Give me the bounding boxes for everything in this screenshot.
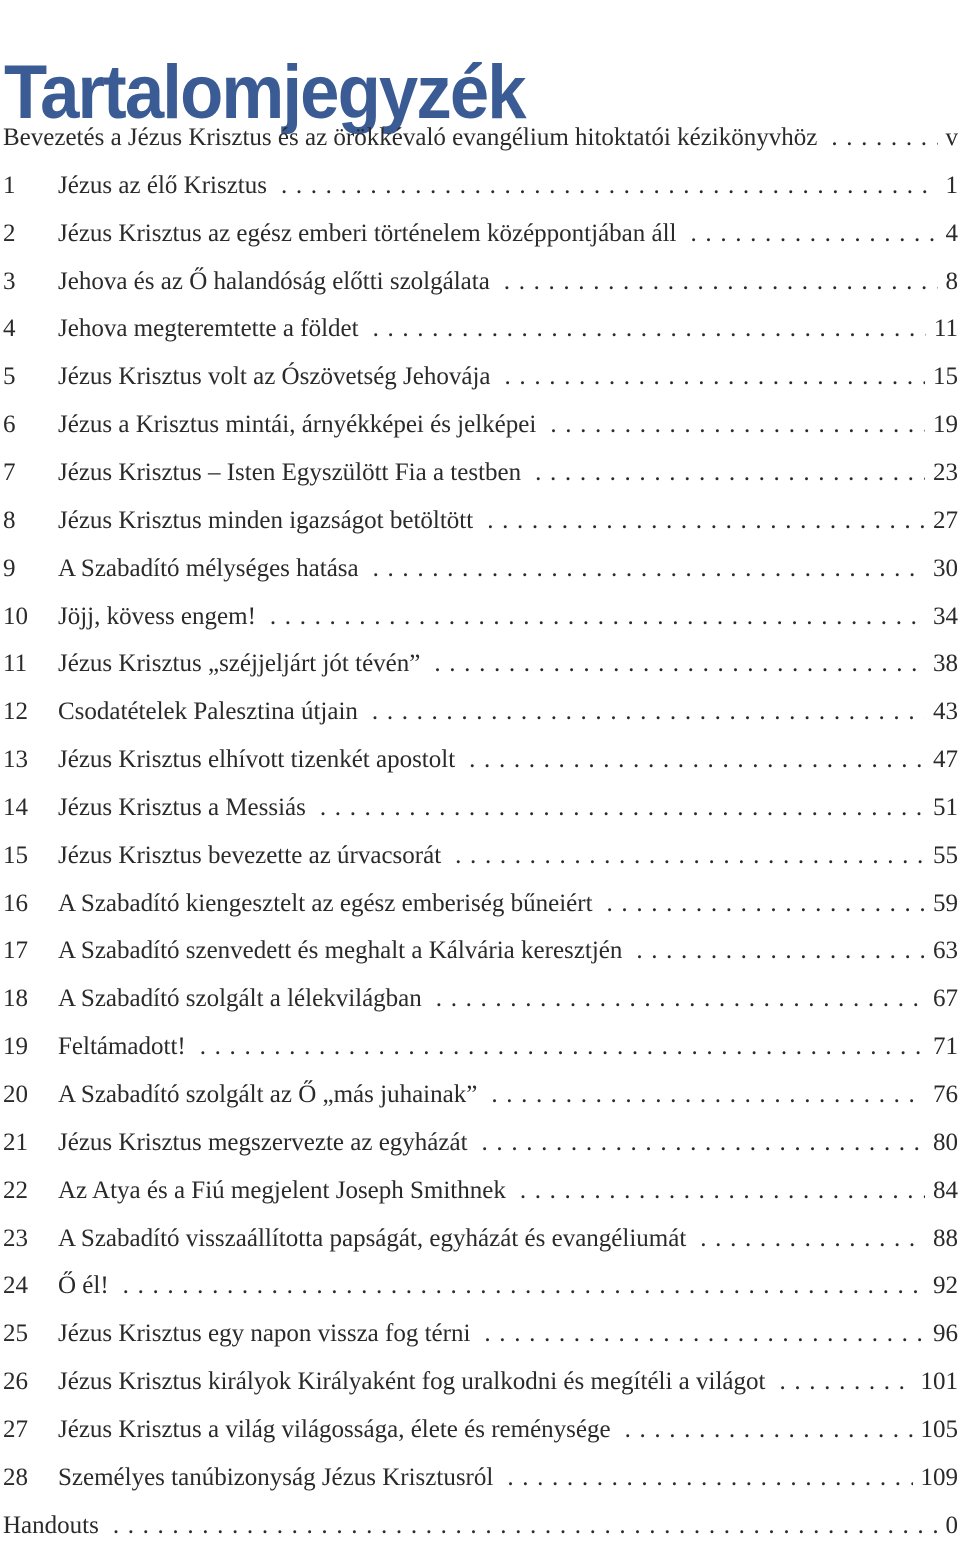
dot-leader bbox=[320, 794, 925, 822]
toc-label: Jézus Krisztus egy napon vissza fog térni bbox=[58, 1320, 470, 1348]
toc-label: Feltámadott! bbox=[58, 1033, 186, 1061]
toc-row-chapter-4[interactable] bbox=[0, 315, 960, 355]
chapter-number: 4 bbox=[0, 315, 58, 343]
toc-page: 34 bbox=[933, 603, 960, 631]
chapter-number: 7 bbox=[0, 459, 58, 487]
toc-row-chapter-12[interactable] bbox=[0, 698, 960, 738]
toc-row-chapter-16[interactable] bbox=[0, 890, 960, 930]
toc-page: 4 bbox=[946, 220, 960, 248]
toc-page: 63 bbox=[933, 937, 960, 965]
toc-row-chapter-11[interactable] bbox=[0, 650, 960, 690]
toc-label: A Szabadító mélységes hatása bbox=[58, 555, 359, 583]
chapter-number: 25 bbox=[0, 1320, 58, 1348]
dot-leader bbox=[507, 1464, 912, 1492]
toc-page: 51 bbox=[933, 794, 960, 822]
chapter-number: 2 bbox=[0, 220, 58, 248]
toc-page: 30 bbox=[933, 555, 960, 583]
toc-page: 96 bbox=[933, 1320, 960, 1348]
dot-leader bbox=[550, 411, 925, 439]
toc-label: A Szabadító kiengesztelt az egész emberiség bűneiért bbox=[58, 890, 593, 918]
toc-page: 38 bbox=[933, 650, 960, 678]
chapter-number: 22 bbox=[0, 1177, 58, 1205]
toc-row-chapter-17[interactable] bbox=[0, 937, 960, 977]
dot-leader bbox=[520, 1177, 925, 1205]
toc-label: Személyes tanúbizonyság Jézus Krisztusról bbox=[58, 1464, 493, 1492]
chapter-number: 15 bbox=[0, 842, 58, 870]
dot-leader bbox=[434, 650, 925, 678]
toc-row-chapter-18[interactable] bbox=[0, 985, 960, 1025]
dot-leader bbox=[625, 1416, 913, 1444]
chapter-number: 9 bbox=[0, 555, 58, 583]
toc-row-chapter-27[interactable] bbox=[0, 1416, 960, 1456]
chapter-number: 28 bbox=[0, 1464, 58, 1492]
toc-page: 43 bbox=[933, 698, 960, 726]
chapter-number: 3 bbox=[0, 268, 58, 296]
dot-leader bbox=[636, 937, 925, 965]
dot-leader bbox=[455, 842, 925, 870]
toc-label: Jézus Krisztus volt az Ószövetség Jehovája bbox=[58, 363, 491, 391]
toc-row-chapter-22[interactable] bbox=[0, 1177, 960, 1217]
toc-page: 27 bbox=[933, 507, 960, 535]
chapter-number: 5 bbox=[0, 363, 58, 391]
toc-label: Handouts bbox=[0, 1512, 99, 1540]
dot-leader bbox=[436, 985, 925, 1013]
chapter-number: 18 bbox=[0, 985, 58, 1013]
toc-label: Jézus Krisztus „széjjeljárt jót tévén” bbox=[58, 650, 420, 678]
toc-page: 15 bbox=[933, 363, 960, 391]
toc-row-chapter-5[interactable] bbox=[0, 363, 960, 403]
chapter-number: 8 bbox=[0, 507, 58, 535]
toc-label: Jehova megteremtette a földet bbox=[58, 315, 359, 343]
dot-leader bbox=[505, 363, 925, 391]
toc-row-chapter-6[interactable] bbox=[0, 411, 960, 451]
dot-leader bbox=[831, 124, 937, 152]
toc-page: 47 bbox=[933, 746, 960, 774]
toc-row-chapter-3[interactable] bbox=[0, 268, 960, 308]
toc-page: 55 bbox=[933, 842, 960, 870]
toc-row-chapter-20[interactable] bbox=[0, 1081, 960, 1121]
toc-row-intro[interactable] bbox=[0, 124, 960, 164]
chapter-number: 21 bbox=[0, 1129, 58, 1157]
chapter-number: 10 bbox=[0, 603, 58, 631]
toc-page: 19 bbox=[933, 411, 960, 439]
dot-leader bbox=[700, 1225, 925, 1253]
toc-row-chapter-26[interactable] bbox=[0, 1368, 960, 1408]
toc-label: A Szabadító szolgált az Ő „más juhainak” bbox=[58, 1081, 477, 1109]
toc-label: Jézus Krisztus megszervezte az egyházát bbox=[58, 1129, 468, 1157]
toc-row-chapter-1[interactable] bbox=[0, 172, 960, 212]
toc-page: 11 bbox=[934, 315, 960, 343]
toc-row-chapter-23[interactable] bbox=[0, 1225, 960, 1265]
chapter-number: 23 bbox=[0, 1225, 58, 1253]
chapter-number: 24 bbox=[0, 1272, 58, 1300]
toc-label: Jöjj, kövess engem! bbox=[58, 603, 256, 631]
chapter-number: 16 bbox=[0, 890, 58, 918]
toc-label: Bevezetés a Jézus Krisztus és az örökkévaló evangélium hitoktatói kézikönyvhöz bbox=[0, 124, 817, 152]
toc-label: A Szabadító szenvedett és meghalt a Kálvária keresztjén bbox=[58, 937, 622, 965]
toc-page: 0 bbox=[946, 1512, 960, 1540]
toc-label: Jézus Krisztus bevezette az úrvacsorát bbox=[58, 842, 441, 870]
chapter-number: 26 bbox=[0, 1368, 58, 1396]
dot-leader bbox=[779, 1368, 912, 1396]
dot-leader bbox=[487, 507, 925, 535]
toc-row-chapter-28[interactable] bbox=[0, 1464, 960, 1504]
toc-label: Jézus a Krisztus mintái, árnyékképei és jelképei bbox=[58, 411, 536, 439]
toc-label: A Szabadító visszaállította papságát, egyházát és evangéliumát bbox=[58, 1225, 686, 1253]
chapter-number: 17 bbox=[0, 937, 58, 965]
dot-leader bbox=[281, 172, 938, 200]
toc-page: 1 bbox=[946, 172, 960, 200]
toc-row-chapter-24[interactable] bbox=[0, 1272, 960, 1312]
dot-leader bbox=[373, 555, 925, 583]
dot-leader bbox=[469, 746, 925, 774]
toc-page: 71 bbox=[933, 1033, 960, 1061]
toc-label: A Szabadító szolgált a lélekvilágban bbox=[58, 985, 422, 1013]
toc-label: Jézus Krisztus királyok Királyaként fog uralkodni és megítéli a világot bbox=[58, 1368, 765, 1396]
toc-label: Jézus Krisztus minden igazságot betöltött bbox=[58, 507, 473, 535]
toc-row-chapter-2[interactable] bbox=[0, 220, 960, 260]
toc-page: 92 bbox=[933, 1272, 960, 1300]
toc-row-chapter-25[interactable] bbox=[0, 1320, 960, 1360]
chapter-number: 19 bbox=[0, 1033, 58, 1061]
chapter-number: 14 bbox=[0, 794, 58, 822]
toc-page: 8 bbox=[946, 268, 960, 296]
dot-leader bbox=[372, 698, 925, 726]
toc-row-chapter-15[interactable] bbox=[0, 842, 960, 882]
chapter-number: 6 bbox=[0, 411, 58, 439]
chapter-number: 1 bbox=[0, 172, 58, 200]
toc-row-chapter-10[interactable] bbox=[0, 603, 960, 643]
toc-label: Jézus Krisztus – Isten Egyszülött Fia a testben bbox=[58, 459, 521, 487]
toc-page: 88 bbox=[933, 1225, 960, 1253]
toc-label: Jehova és az Ő halandóság előtti szolgálata bbox=[58, 268, 490, 296]
toc-label: Jézus Krisztus a Messiás bbox=[58, 794, 306, 822]
dot-leader bbox=[491, 1081, 925, 1109]
toc-page: 67 bbox=[933, 985, 960, 1013]
toc-page: 105 bbox=[921, 1416, 960, 1444]
toc-row-chapter-8[interactable] bbox=[0, 507, 960, 547]
toc-page: 76 bbox=[933, 1081, 960, 1109]
toc-page: v bbox=[946, 124, 960, 152]
chapter-number: 11 bbox=[0, 650, 58, 678]
toc-label: Jézus Krisztus elhívott tizenkét apostolt bbox=[58, 746, 455, 774]
toc-page: 101 bbox=[921, 1368, 960, 1396]
toc-page: 84 bbox=[933, 1177, 960, 1205]
dot-leader bbox=[270, 603, 925, 631]
dot-leader bbox=[607, 890, 925, 918]
toc-label: Jézus Krisztus az egész emberi történelem középpontjában áll bbox=[58, 220, 677, 248]
toc-label: Ő él! bbox=[58, 1272, 109, 1300]
toc-row-chapter-14[interactable] bbox=[0, 794, 960, 834]
dot-leader bbox=[200, 1033, 925, 1061]
chapter-number: 13 bbox=[0, 746, 58, 774]
toc-page: 109 bbox=[921, 1464, 960, 1492]
toc-label: Csodatételek Palesztina útjain bbox=[58, 698, 358, 726]
chapter-number: 20 bbox=[0, 1081, 58, 1109]
dot-leader bbox=[535, 459, 925, 487]
toc-label: Az Atya és a Fiú megjelent Joseph Smithnek bbox=[58, 1177, 506, 1205]
dot-leader bbox=[482, 1129, 925, 1157]
chapter-number: 12 bbox=[0, 698, 58, 726]
dot-leader bbox=[691, 220, 938, 248]
toc-row-chapter-19[interactable] bbox=[0, 1033, 960, 1073]
dot-leader bbox=[113, 1512, 938, 1540]
toc-row-chapter-7[interactable] bbox=[0, 459, 960, 499]
toc-row-chapter-9[interactable] bbox=[0, 555, 960, 595]
toc-page: 23 bbox=[933, 459, 960, 487]
toc-page: 59 bbox=[933, 890, 960, 918]
toc-label: Jézus Krisztus a világ világossága, élete és reménysége bbox=[58, 1416, 611, 1444]
dot-leader bbox=[373, 315, 926, 343]
toc-row-handouts[interactable] bbox=[0, 1512, 960, 1552]
toc-label: Jézus az élő Krisztus bbox=[58, 172, 267, 200]
toc-row-chapter-13[interactable] bbox=[0, 746, 960, 786]
page-title: Tartalomjegyzék bbox=[4, 45, 525, 141]
toc-page: 80 bbox=[933, 1129, 960, 1157]
dot-leader bbox=[504, 268, 938, 296]
toc-row-chapter-21[interactable] bbox=[0, 1129, 960, 1169]
dot-leader bbox=[123, 1272, 925, 1300]
dot-leader bbox=[484, 1320, 925, 1348]
chapter-number: 27 bbox=[0, 1416, 58, 1444]
